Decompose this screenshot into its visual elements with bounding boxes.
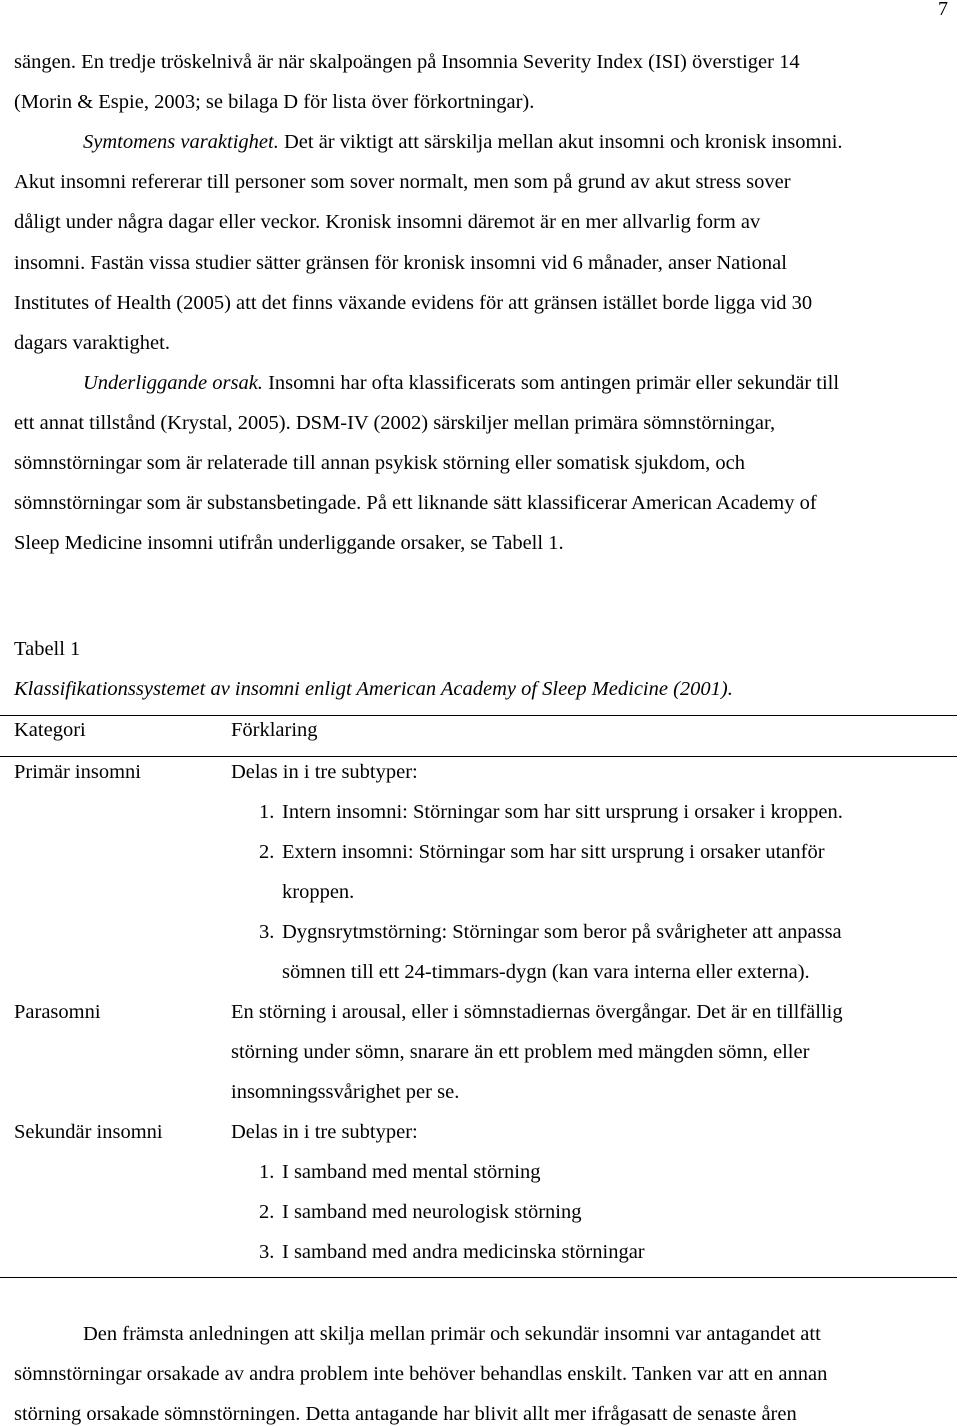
text-line: [83, 132, 843, 153]
list-number: 3.: [259, 1241, 275, 1263]
list-number: 2.: [259, 841, 275, 863]
list-item-text: I samband med neurologisk störning: [282, 1201, 582, 1223]
table-top-rule: [0, 715, 957, 716]
list-item-text: Intern insomni: Störningar som har sitt ursprung i orsaker i kroppen.: [282, 801, 843, 823]
list-item-text: sömnen till ett 24-timmars-dygn (kan vara interna eller externa).: [282, 961, 810, 983]
text-line: (Morin & Espie, 2003; se bilaga D för lista över förkortningar).: [14, 91, 535, 113]
column-header-forklaring: Förklaring: [231, 719, 318, 741]
table-bottom-rule: [0, 1277, 957, 1278]
text-line: [83, 373, 839, 394]
text-line: sömnstörningar som är substansbetingade. På ett liknande sätt klassificerar American Academy of: [14, 492, 817, 514]
list-item-text: Dygnsrytmstörning: Störningar som beror på svårigheter att anpassa: [282, 921, 842, 943]
table-header-rule: [0, 756, 957, 757]
column-header-kategori: Kategori: [14, 719, 86, 741]
section-heading: Underliggande orsak.: [83, 372, 263, 394]
section-heading: Symtomens varaktighet.: [83, 131, 279, 153]
text-line: insomni. Fastän vissa studier sätter gränsen för kronisk insomni vid 6 månader, anser National: [14, 252, 787, 274]
page-number: 7: [938, 0, 948, 20]
table-caption-text: Klassifikationssystemet av insomni enligt American Academy of Sleep Medicine (2001).: [14, 678, 733, 700]
row-intro: Delas in i tre subtyper:: [231, 761, 418, 783]
list-item-text: kroppen.: [282, 881, 355, 903]
text-line: dagars varaktighet.: [14, 332, 170, 354]
list-number: 3.: [259, 921, 275, 943]
text-line: störning orsakade sömnstörningen. Detta antagande har blivit allt mer ifrågasatt de senaste åren: [14, 1403, 797, 1425]
text-run: Insomni har ofta klassificerats som antingen primär eller sekundär till: [262, 372, 840, 394]
text-line: Sleep Medicine insomni utifrån underliggande orsaker, se Tabell 1.: [14, 532, 564, 554]
text-line: Institutes of Health (2005) att det finns växande evidens för att gränsen istället borde ligga vid 30: [14, 292, 813, 314]
row-category: Primär insomni: [14, 761, 141, 783]
text-line: ett annat tillstånd (Krystal, 2005). DSM-IV (2002) särskiljer mellan primära sömnstörningar,: [14, 412, 776, 434]
list-number: 1.: [259, 801, 275, 823]
row-text: insomningssvårighet per se.: [231, 1081, 460, 1103]
table-caption: [14, 679, 733, 700]
text-line: sängen. En tredje tröskelnivå är när skalpoängen på Insomnia Severity Index (ISI) överstiger 14: [14, 51, 800, 73]
row-category: Sekundär insomni: [14, 1121, 163, 1143]
text-run: Det är viktigt att särskilja mellan akut insomni och kronisk insomni.: [278, 131, 843, 153]
list-number: 1.: [259, 1161, 275, 1183]
row-category: Parasomni: [14, 1001, 101, 1023]
list-item-text: I samband med andra medicinska störningar: [282, 1241, 645, 1263]
text-line: Den främsta anledningen att skilja mellan primär och sekundär insomni var antagandet att: [83, 1323, 821, 1345]
text-line: sömnstörningar som är relaterade till annan psykisk störning eller somatisk sjukdom, och: [14, 452, 746, 474]
table-label: Tabell 1: [14, 638, 81, 660]
row-text: En störning i arousal, eller i sömnstadiernas övergångar. Det är en tillfällig: [231, 1001, 843, 1023]
text-line: Akut insomni refererar till personer som sover normalt, men som på grund av akut stress sover: [14, 171, 791, 193]
list-item-text: I samband med mental störning: [282, 1161, 541, 1183]
text-line: dåligt under några dagar eller veckor. Kronisk insomni däremot är en mer allvarlig form av: [14, 211, 761, 233]
list-number: 2.: [259, 1201, 275, 1223]
text-line: sömnstörningar orsakade av andra problem inte behöver behandlas enskilt. Tanken var att en annan: [14, 1363, 828, 1385]
row-text: störning under sömn, snarare än ett problem med mängden sömn, eller: [231, 1041, 810, 1063]
list-item-text: Extern insomni: Störningar som har sitt ursprung i orsaker utanför: [282, 841, 825, 863]
row-intro: Delas in i tre subtyper:: [231, 1121, 418, 1143]
